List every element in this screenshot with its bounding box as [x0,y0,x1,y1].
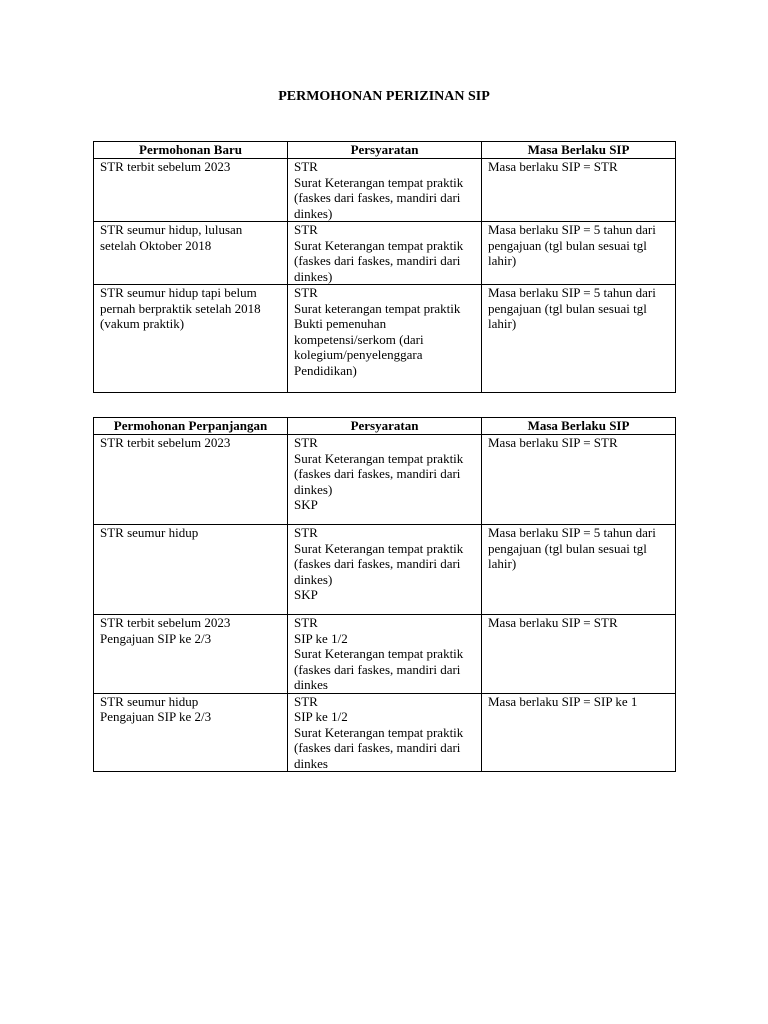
cell-persyaratan [288,285,482,393]
cell-kategori [94,435,288,525]
cell-line: Surat keterangan tempat praktik [294,300,461,316]
cell-line: STR terbit sebelum 2023 [100,159,231,174]
cell-line: SKP [294,497,318,512]
table-row [94,222,676,285]
cell-kategori [94,285,288,393]
cell-line: Surat Keterangan tempat praktik (faskes dari faskes, mandiri dari dinkes) [294,237,464,284]
table-row [94,285,676,393]
cell-line: Surat Keterangan tempat praktik (faskes dari faskes, mandiri dari dinkes [294,724,464,771]
cell-persyaratan [288,222,482,285]
cell-line: SIP ke 1/2 [294,709,348,724]
cell-persyaratan [288,435,482,525]
cell-kategori [94,159,288,222]
cell-line: STR [294,615,318,630]
cell-persyaratan [288,693,482,772]
cell-kategori [94,693,288,772]
cell-line: Masa berlaku SIP = STR [488,435,618,450]
cell-persyaratan [288,159,482,222]
cell-masa-berlaku [482,693,676,772]
cell-masa-berlaku [482,435,676,525]
table-header-row [94,418,676,435]
cell-line: Pengajuan SIP ke 2/3 [100,709,212,724]
column-header: Persyaratan [288,418,482,435]
cell-line: Masa berlaku SIP = 5 tahun dari pengajuan (tgl bulan sesuai tgl lahir) [488,525,656,571]
cell-kategori [94,222,288,285]
cell-masa-berlaku [482,615,676,694]
cell-line: STR seumur hidup [100,693,199,709]
cell-line: STR [294,159,318,174]
cell-line: STR seumur hidup, lulusan setelah Oktober 2018 [100,222,243,253]
table-row [94,435,676,525]
column-header: Masa Berlaku SIP [482,418,676,435]
cell-line: Masa berlaku SIP = SIP ke 1 [488,693,638,709]
table-row [94,615,676,694]
column-header: Permohonan Baru [94,142,288,159]
cell-line: STR [294,222,318,237]
table-permohonan-baru [93,141,676,393]
cell-line: Surat Keterangan tempat praktik (faskes dari faskes, mandiri dari dinkes) [294,174,464,221]
cell-line: Surat Keterangan tempat praktik (faskes dari faskes, mandiri dari dinkes) [294,450,464,497]
cell-kategori [94,525,288,615]
cell-line: Masa berlaku SIP = 5 tahun dari pengajuan (tgl bulan sesuai tgl lahir) [488,285,656,331]
cell-line: Surat Keterangan tempat praktik (faskes dari faskes, mandiri dari dinkes) [294,540,464,587]
table-row [94,159,676,222]
column-header: Masa Berlaku SIP [482,142,676,159]
page-title: PERMOHONAN PERIZINAN SIP [278,89,490,104]
column-header: Permohonan Perpanjangan [94,418,288,435]
cell-kategori [94,615,288,694]
cell-masa-berlaku [482,222,676,285]
cell-masa-berlaku [482,285,676,393]
cell-line: SIP ke 1/2 [294,630,348,646]
cell-persyaratan [288,615,482,694]
cell-line: Masa berlaku SIP = STR [488,159,618,174]
cell-persyaratan [288,525,482,615]
cell-line: STR seumur hidup [100,525,199,540]
cell-line: Masa berlaku SIP = 5 tahun dari pengajuan (tgl bulan sesuai tgl lahir) [488,222,656,268]
cell-masa-berlaku [482,159,676,222]
cell-line: STR terbit sebelum 2023 [100,435,231,450]
table-row [94,693,676,772]
cell-line: STR terbit sebelum 2023 [100,615,231,630]
cell-line: STR [294,285,318,300]
table-header-row [94,142,676,159]
cell-line: STR seumur hidup tapi belum pernah berpraktik setelah 2018 (vakum praktik) [100,285,261,331]
cell-line: Bukti pemenuhan kompetensi/serkom (dari kolegium/penyelenggara Pendidikan) [294,316,424,378]
cell-line: Masa berlaku SIP = STR [488,615,618,630]
table-permohonan-perpanjangan [93,417,676,772]
cell-line: SKP [294,587,318,602]
cell-line: Surat Keterangan tempat praktik (faskes dari faskes, mandiri dari dinkes [294,646,464,692]
cell-masa-berlaku [482,525,676,615]
table-row [94,525,676,615]
cell-line: Pengajuan SIP ke 2/3 [100,630,212,646]
cell-line: STR [294,525,318,540]
column-header: Persyaratan [288,142,482,159]
cell-line: STR [294,693,318,709]
cell-line: STR [294,435,318,450]
